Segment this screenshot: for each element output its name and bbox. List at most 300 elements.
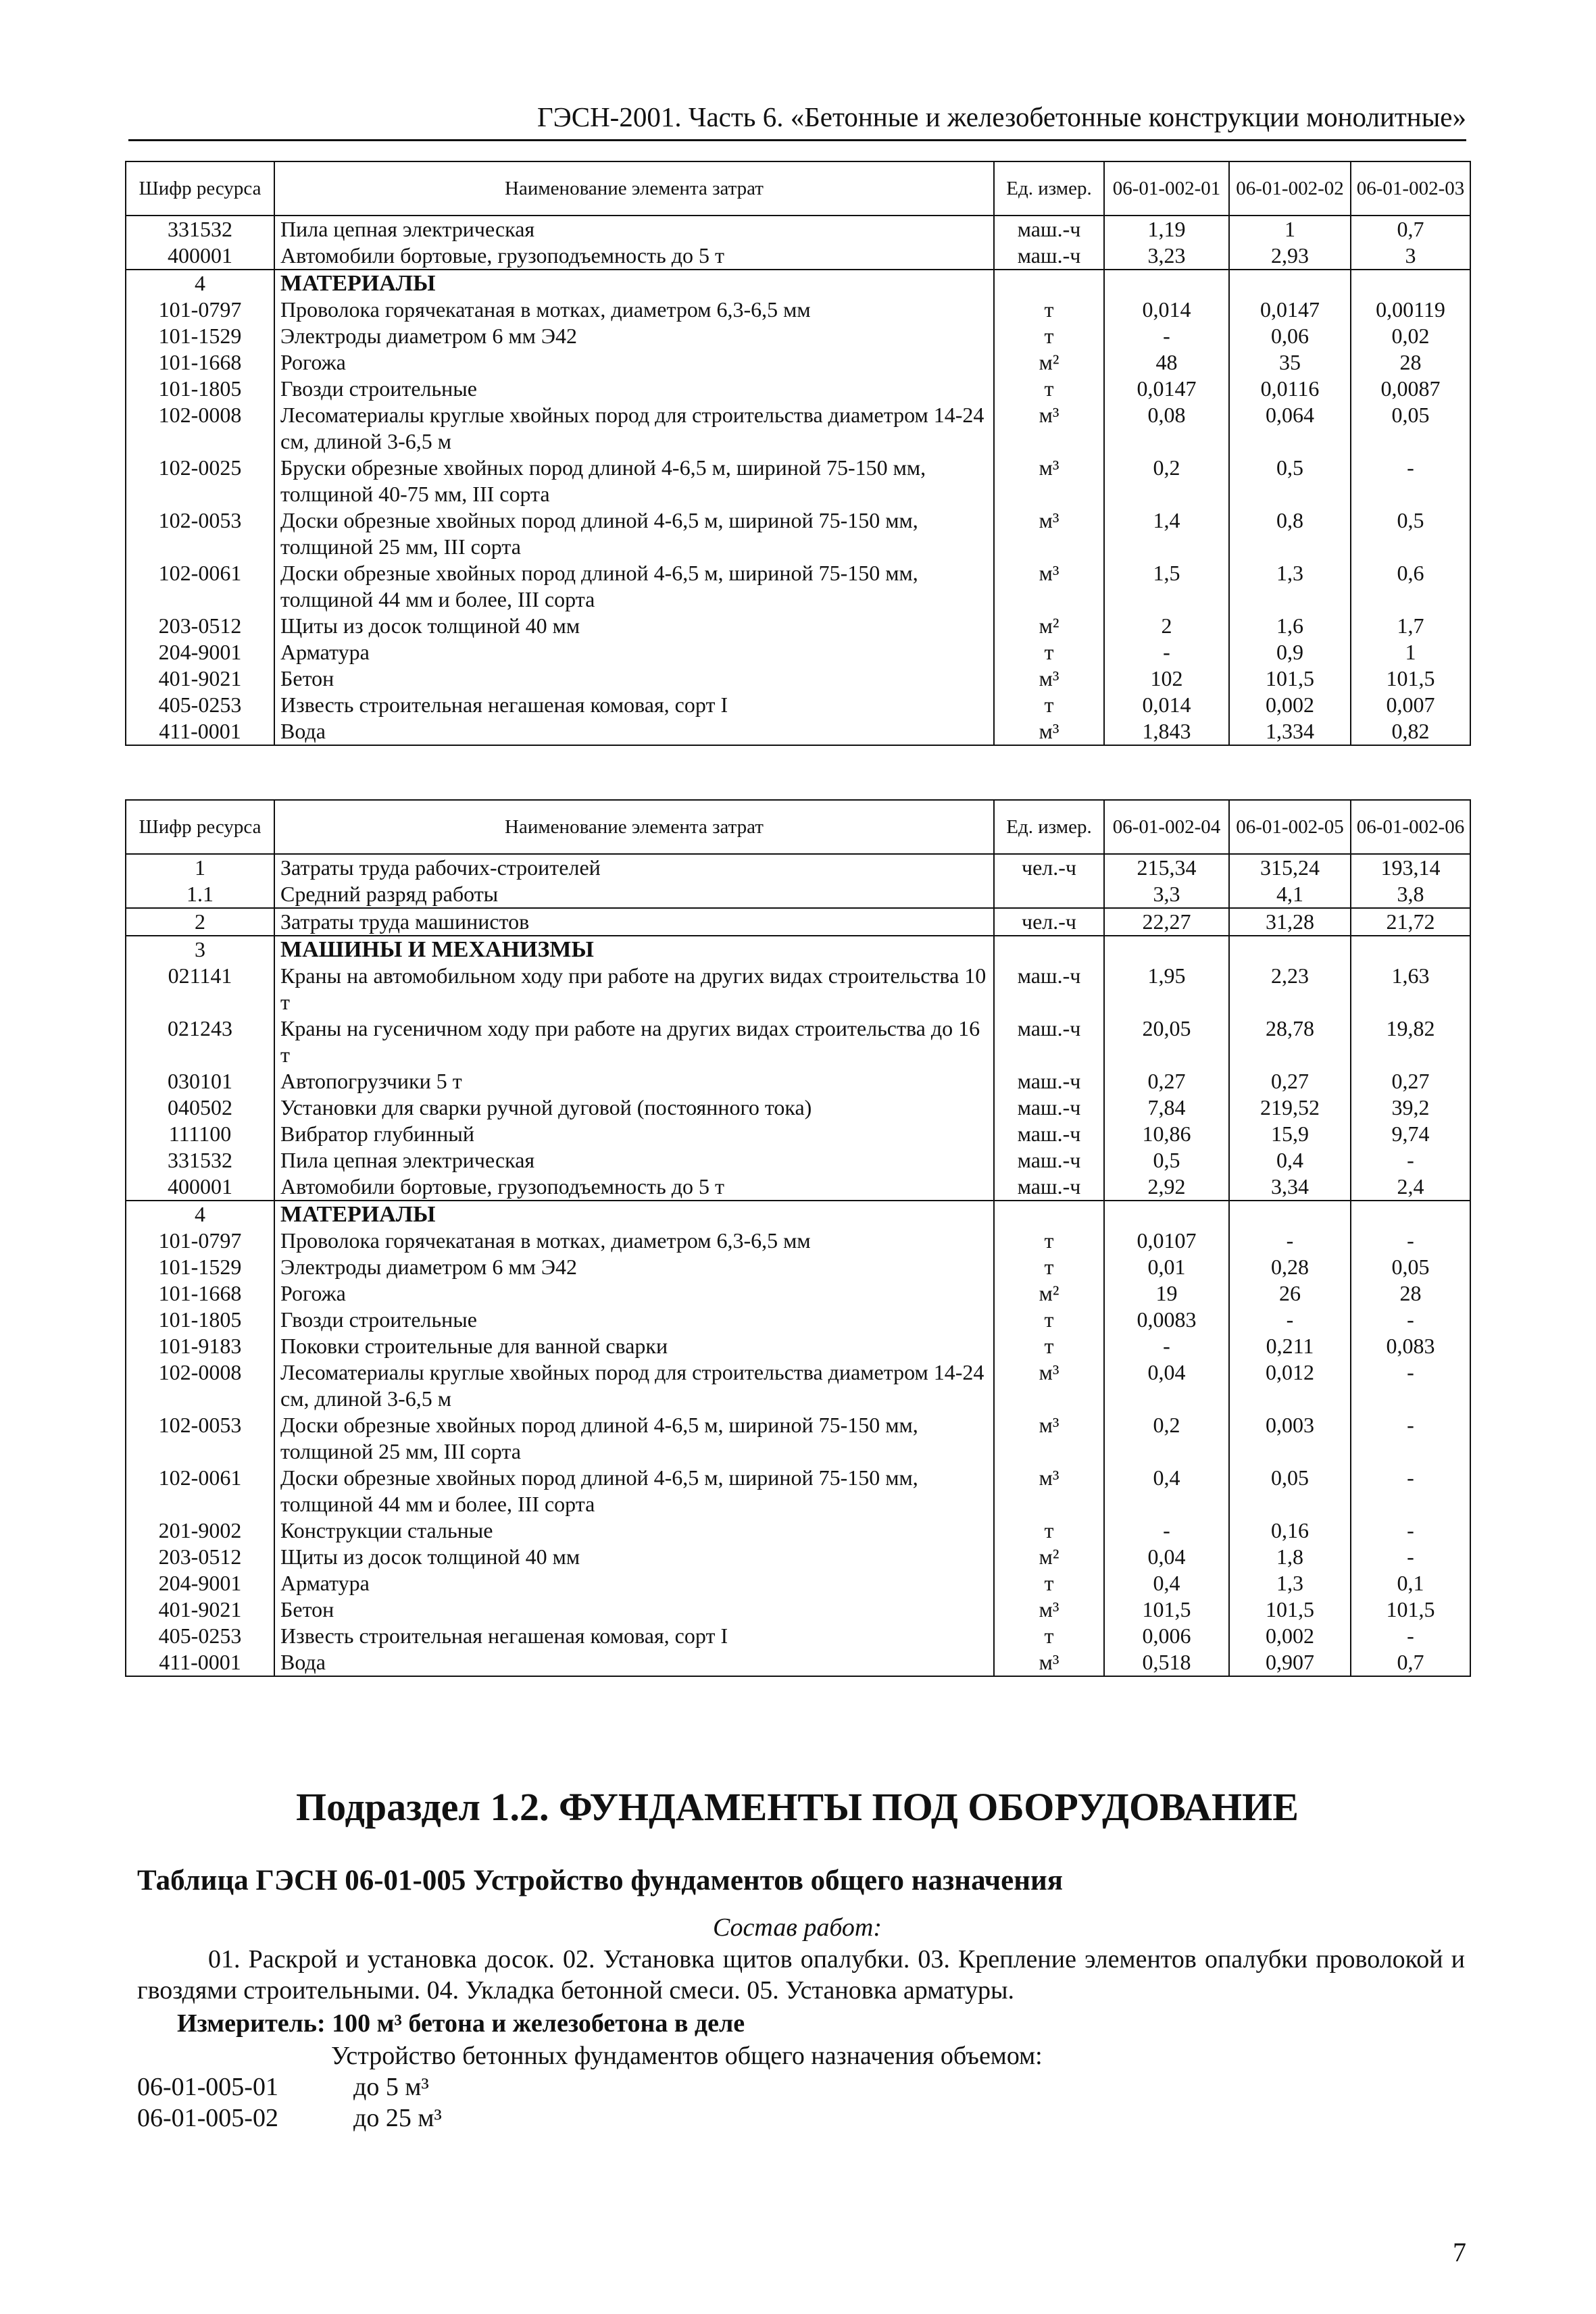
unit-cell: т (994, 1307, 1104, 1333)
header-name: Наименование элемента затрат (274, 161, 994, 216)
value-col2: 1,334 (1229, 718, 1351, 745)
value-col3: 21,72 (1351, 908, 1470, 936)
value-col1: 0,04 (1104, 1544, 1229, 1570)
value-col1: 0,01 (1104, 1254, 1229, 1280)
resource-name: Бруски обрезные хвойных пород длиной 4-6,5 м, шириной 75-150 мм, толщиной 40-75 мм, III сорта (274, 455, 994, 507)
resource-code: 102-0053 (126, 1412, 274, 1465)
value-col2: 0,27 (1229, 1068, 1351, 1095)
table-header-row (126, 161, 1470, 216)
value-col1: 3,3 (1104, 881, 1229, 908)
resource-name: Рогожа (274, 1280, 994, 1307)
value-col2: 35 (1229, 349, 1351, 376)
table-row (126, 1280, 1470, 1307)
running-header: ГЭСН-2001. Часть 6. «Бетонные и железобетонные конструкции монолитные» (537, 101, 1466, 132)
resource-name: Пила цепная электрическая (274, 216, 994, 243)
value-col3: 0,00119 (1351, 297, 1470, 323)
table-row (126, 665, 1470, 692)
resource-name: Арматура (274, 1570, 994, 1596)
resource-code: 101-0797 (126, 1228, 274, 1254)
resource-code: 204-9001 (126, 1570, 274, 1596)
table-row (126, 1307, 1470, 1333)
value-col2: 0,064 (1229, 402, 1351, 455)
resource-name: Пила цепная электрическая (274, 1147, 994, 1174)
unit-cell: чел.-ч (994, 908, 1104, 936)
resource-code: 030101 (126, 1068, 274, 1095)
value-col3: 1,63 (1351, 963, 1470, 1015)
table-row (126, 1359, 1470, 1412)
table-row (126, 854, 1470, 881)
value-col2: 15,9 (1229, 1121, 1351, 1147)
value-col3 (1351, 936, 1470, 963)
value-col3: 0,007 (1351, 692, 1470, 718)
table-body (126, 216, 1470, 745)
unit-cell: т (994, 297, 1104, 323)
resource-code: 411-0001 (126, 1649, 274, 1676)
value-col2: - (1229, 1228, 1351, 1254)
resource-code: 101-9183 (126, 1333, 274, 1359)
resource-code: 111100 (126, 1121, 274, 1147)
unit-cell: т (994, 1228, 1104, 1254)
table-row (126, 1596, 1470, 1623)
value-col3: 0,083 (1351, 1333, 1470, 1359)
resource-code: 331532 (126, 1147, 274, 1174)
resource-code: 405-0253 (126, 1623, 274, 1649)
value-col1: - (1104, 639, 1229, 665)
resource-code: 101-1529 (126, 1254, 274, 1280)
value-col2: 0,0147 (1229, 297, 1351, 323)
resource-name: Вода (274, 1649, 994, 1676)
header-col2: 06-01-002-05 (1229, 800, 1351, 854)
table-row (126, 1174, 1470, 1201)
value-col2 (1229, 936, 1351, 963)
resource-name: МАТЕРИАЛЫ (274, 1201, 994, 1228)
header-code: Шифр ресурса (126, 800, 274, 854)
unit-cell: м³ (994, 1596, 1104, 1623)
subsection-title: Подраздел 1.2. ФУНДАМЕНТЫ ПОД ОБОРУДОВАНИЕ (296, 1785, 1299, 1829)
value-col1: 215,34 (1104, 854, 1229, 881)
value-col2: - (1229, 1307, 1351, 1333)
value-col2: 4,1 (1229, 881, 1351, 908)
table-row (126, 881, 1470, 908)
table-row (126, 216, 1470, 243)
value-col3: 0,27 (1351, 1068, 1470, 1095)
resource-code: 203-0512 (126, 1544, 274, 1570)
resource-code: 1 (126, 854, 274, 881)
value-col1: 7,84 (1104, 1095, 1229, 1121)
unit-cell: м³ (994, 507, 1104, 560)
unit-cell: т (994, 639, 1104, 665)
table-row (126, 243, 1470, 270)
resource-name: Автопогрузчики 5 т (274, 1068, 994, 1095)
table-row (126, 692, 1470, 718)
unit-cell: маш.-ч (994, 243, 1104, 270)
resource-code: 101-1805 (126, 1307, 274, 1333)
value-col1: 10,86 (1104, 1121, 1229, 1147)
table-row (126, 270, 1470, 297)
resource-code: 4 (126, 1201, 274, 1228)
value-col3: 0,05 (1351, 402, 1470, 455)
resource-name: Известь строительная негашеная комовая, сорт I (274, 692, 994, 718)
table-row (126, 936, 1470, 963)
value-col3: 0,82 (1351, 718, 1470, 745)
value-col2: 3,34 (1229, 1174, 1351, 1201)
works-caption: Состав работ: (712, 1913, 882, 1942)
resource-code: 102-0053 (126, 507, 274, 560)
resource-code: 102-0008 (126, 1359, 274, 1412)
resource-code: 101-1805 (126, 376, 274, 402)
unit-cell: маш.-ч (994, 1147, 1104, 1174)
table-row (126, 1068, 1470, 1095)
value-col1: 2,92 (1104, 1174, 1229, 1201)
value-col3: 3 (1351, 243, 1470, 270)
table-row (126, 1015, 1470, 1068)
resource-code: 101-1668 (126, 349, 274, 376)
value-col3: 101,5 (1351, 665, 1470, 692)
unit-cell (994, 1201, 1104, 1228)
value-col2: 0,8 (1229, 507, 1351, 560)
table-row (126, 455, 1470, 507)
table-row (126, 1623, 1470, 1649)
table-row (126, 297, 1470, 323)
resource-code: 401-9021 (126, 1596, 274, 1623)
resource-name: Краны на автомобильном ходу при работе на других видах строительства 10 т (274, 963, 994, 1015)
table-row (126, 1570, 1470, 1596)
resource-name: Вода (274, 718, 994, 745)
resource-code: 101-1668 (126, 1280, 274, 1307)
unit-cell: м³ (994, 1412, 1104, 1465)
resource-name: Электроды диаметром 6 мм Э42 (274, 1254, 994, 1280)
unit-cell: м² (994, 613, 1104, 639)
value-col1: 0,006 (1104, 1623, 1229, 1649)
resource-name: Проволока горячекатаная в мотках, диаметром 6,3-6,5 мм (274, 1228, 994, 1254)
table-row (126, 963, 1470, 1015)
value-col2: 1,3 (1229, 1570, 1351, 1596)
table-row (126, 1649, 1470, 1676)
value-col2: 0,211 (1229, 1333, 1351, 1359)
unit-cell: м³ (994, 718, 1104, 745)
value-col1: 0,0147 (1104, 376, 1229, 402)
resource-name: Проволока горячекатаная в мотках, диаметром 6,3-6,5 мм (274, 297, 994, 323)
value-col3: 9,74 (1351, 1121, 1470, 1147)
table-row (126, 1254, 1470, 1280)
value-col3: 1,7 (1351, 613, 1470, 639)
table-row (126, 1201, 1470, 1228)
unit-cell: м³ (994, 665, 1104, 692)
header-col2: 06-01-002-02 (1229, 161, 1351, 216)
resource-table-2 (125, 799, 1471, 1677)
table-row (126, 1544, 1470, 1570)
value-col2: 2,23 (1229, 963, 1351, 1015)
table-row (126, 349, 1470, 376)
resource-code: 040502 (126, 1095, 274, 1121)
resource-name: Гвозди строительные (274, 376, 994, 402)
unit-cell (994, 881, 1104, 908)
unit-cell: м³ (994, 402, 1104, 455)
value-col1: 0,014 (1104, 297, 1229, 323)
norm-code: 06-01-005-01 (137, 2073, 278, 2101)
resource-name: Поковки строительные для ванной сварки (274, 1333, 994, 1359)
value-col1: 0,04 (1104, 1359, 1229, 1412)
table-row (126, 1465, 1470, 1517)
value-col1: 0,27 (1104, 1068, 1229, 1095)
value-col2: 0,06 (1229, 323, 1351, 349)
norm-code: 06-01-005-02 (137, 2104, 278, 2132)
table-row (126, 1147, 1470, 1174)
resource-code: 331532 (126, 216, 274, 243)
unit-cell: маш.-ч (994, 1121, 1104, 1147)
value-col3: 0,7 (1351, 216, 1470, 243)
value-col2: 0,012 (1229, 1359, 1351, 1412)
value-col1: 0,0083 (1104, 1307, 1229, 1333)
value-col2: 0,002 (1229, 1623, 1351, 1649)
resource-code: 021243 (126, 1015, 274, 1068)
unit-cell: маш.-ч (994, 1015, 1104, 1068)
resource-name: Электроды диаметром 6 мм Э42 (274, 323, 994, 349)
resource-code: 400001 (126, 1174, 274, 1201)
header-unit: Ед. измер. (994, 161, 1104, 216)
value-col1: 1,5 (1104, 560, 1229, 613)
value-col3: 101,5 (1351, 1596, 1470, 1623)
value-col3: - (1351, 1517, 1470, 1544)
header-unit: Ед. измер. (994, 800, 1104, 854)
value-col1: 102 (1104, 665, 1229, 692)
unit-cell: м³ (994, 560, 1104, 613)
unit-cell: м³ (994, 1465, 1104, 1517)
value-col3: 39,2 (1351, 1095, 1470, 1121)
unit-cell: м² (994, 1544, 1104, 1570)
unit-cell (994, 270, 1104, 297)
resource-code: 101-1529 (126, 323, 274, 349)
unit-cell: т (994, 376, 1104, 402)
resource-name: Известь строительная негашеная комовая, сорт I (274, 1623, 994, 1649)
unit-cell: маш.-ч (994, 216, 1104, 243)
resource-name: Арматура (274, 639, 994, 665)
value-col2: 101,5 (1229, 1596, 1351, 1623)
value-col1: 101,5 (1104, 1596, 1229, 1623)
header-rule (128, 139, 1466, 141)
value-col1: - (1104, 323, 1229, 349)
value-col3: 0,1 (1351, 1570, 1470, 1596)
resource-name: Автомобили бортовые, грузоподъемность до 5 т (274, 1174, 994, 1201)
value-col3 (1351, 270, 1470, 297)
value-col1 (1104, 270, 1229, 297)
page-number: 7 (1453, 2237, 1466, 2267)
value-col1: - (1104, 1517, 1229, 1544)
value-col3: - (1351, 455, 1470, 507)
unit-cell: т (994, 692, 1104, 718)
value-col3: 193,14 (1351, 854, 1470, 881)
value-col3: 0,02 (1351, 323, 1470, 349)
resource-table-1 (125, 161, 1471, 746)
value-col1: 1,95 (1104, 963, 1229, 1015)
value-col1: 0,5 (1104, 1147, 1229, 1174)
value-col2: 1 (1229, 216, 1351, 243)
resource-name: МАТЕРИАЛЫ (274, 270, 994, 297)
unit-cell: т (994, 1333, 1104, 1359)
works-description: 01. Раскрой и установка досок. 02. Установка щитов опалубки. 03. Крепление элементов опалубки проволокой и гвоздями строительными. 04. Укладка бетонной смеси. 05. Установка арматуры. (137, 1945, 1465, 2005)
value-col2: 28,78 (1229, 1015, 1351, 1068)
value-col1: 1,4 (1104, 507, 1229, 560)
measure-unit: Измеритель: 100 м³ бетона и железобетона в деле (177, 2009, 745, 2038)
norm-desc: до 25 м³ (353, 2104, 442, 2132)
value-col1: 0,08 (1104, 402, 1229, 455)
value-col3: 3,8 (1351, 881, 1470, 908)
unit-cell: маш.-ч (994, 1068, 1104, 1095)
table-row (126, 908, 1470, 936)
resource-name: Затраты труда машинистов (274, 908, 994, 936)
resource-name: Щиты из досок толщиной 40 мм (274, 613, 994, 639)
value-col1: 0,2 (1104, 1412, 1229, 1465)
value-col3: - (1351, 1359, 1470, 1412)
value-col3: 0,6 (1351, 560, 1470, 613)
value-col1: 1,19 (1104, 216, 1229, 243)
table-header-row (126, 800, 1470, 854)
value-col2 (1229, 270, 1351, 297)
value-col1: 20,05 (1104, 1015, 1229, 1068)
table-row (126, 1517, 1470, 1544)
value-col3: 0,7 (1351, 1649, 1470, 1676)
table-row (126, 613, 1470, 639)
resource-name: Затраты труда рабочих-строителей (274, 854, 994, 881)
resource-name: Доски обрезные хвойных пород длиной 4-6,5 м, шириной 75-150 мм, толщиной 44 мм и более, III сорта (274, 560, 994, 613)
unit-cell: т (994, 1517, 1104, 1544)
value-col2: 1,6 (1229, 613, 1351, 639)
table-row (126, 323, 1470, 349)
resource-name: Лесоматериалы круглые хвойных пород для строительства диаметром 14-24 см, длиной 3-6,5 м (274, 402, 994, 455)
header-code: Шифр ресурса (126, 161, 274, 216)
table-row (126, 560, 1470, 613)
value-col1 (1104, 936, 1229, 963)
value-col1: 0,2 (1104, 455, 1229, 507)
resource-code: 102-0061 (126, 1465, 274, 1517)
value-col3: - (1351, 1412, 1470, 1465)
table-row (126, 507, 1470, 560)
unit-cell: т (994, 1570, 1104, 1596)
resource-name: Вибратор глубинный (274, 1121, 994, 1147)
table-row (126, 1333, 1470, 1359)
value-col2: 0,4 (1229, 1147, 1351, 1174)
table-row (126, 639, 1470, 665)
norm-code-line (137, 2103, 442, 2134)
value-col1: 3,23 (1104, 243, 1229, 270)
value-col3: - (1351, 1544, 1470, 1570)
unit-cell: т (994, 1254, 1104, 1280)
value-col3: - (1351, 1623, 1470, 1649)
header-col3: 06-01-002-03 (1351, 161, 1470, 216)
value-col2: 101,5 (1229, 665, 1351, 692)
unit-cell: м² (994, 1280, 1104, 1307)
value-col2: 2,93 (1229, 243, 1351, 270)
resource-code: 102-0008 (126, 402, 274, 455)
table-title: Таблица ГЭСН 06-01-005 Устройство фундаментов общего назначения (137, 1865, 1064, 1896)
unit-cell: маш.-ч (994, 1174, 1104, 1201)
table-body (126, 854, 1470, 1676)
unit-cell: м² (994, 349, 1104, 376)
resource-code: 204-9001 (126, 639, 274, 665)
value-col2 (1229, 1201, 1351, 1228)
unit-cell: чел.-ч (994, 854, 1104, 881)
resource-code: 102-0025 (126, 455, 274, 507)
resource-code: 203-0512 (126, 613, 274, 639)
value-col2: 315,24 (1229, 854, 1351, 881)
resource-code: 102-0061 (126, 560, 274, 613)
resource-name: Конструкции стальные (274, 1517, 994, 1544)
table-row (126, 1412, 1470, 1465)
value-col1: 22,27 (1104, 908, 1229, 936)
resource-name: Лесоматериалы круглые хвойных пород для строительства диаметром 14-24 см, длиной 3-6,5 м (274, 1359, 994, 1412)
table-row (126, 1095, 1470, 1121)
value-col2: 1,8 (1229, 1544, 1351, 1570)
table-row (126, 1228, 1470, 1254)
resource-code: 201-9002 (126, 1517, 274, 1544)
resource-code: 4 (126, 270, 274, 297)
value-col1: 19 (1104, 1280, 1229, 1307)
value-col3: 1 (1351, 639, 1470, 665)
resource-name: Щиты из досок толщиной 40 мм (274, 1544, 994, 1570)
value-col1: 0,518 (1104, 1649, 1229, 1676)
unit-cell: т (994, 323, 1104, 349)
resource-name: Бетон (274, 665, 994, 692)
resource-name: Краны на гусеничном ходу при работе на других видах строительства до 16 т (274, 1015, 994, 1068)
header-col1: 06-01-002-04 (1104, 800, 1229, 854)
norm-code-line (137, 2071, 429, 2103)
value-col2: 0,28 (1229, 1254, 1351, 1280)
resource-name: Доски обрезные хвойных пород длиной 4-6,5 м, шириной 75-150 мм, толщиной 25 мм, III сорта (274, 1412, 994, 1465)
value-col1: 48 (1104, 349, 1229, 376)
resource-name: Средний разряд работы (274, 881, 994, 908)
value-col2: 31,28 (1229, 908, 1351, 936)
value-col3: 28 (1351, 349, 1470, 376)
resource-code: 411-0001 (126, 718, 274, 745)
resource-name: Бетон (274, 1596, 994, 1623)
value-col2: 0,907 (1229, 1649, 1351, 1676)
value-col3: - (1351, 1465, 1470, 1517)
value-col3: 0,5 (1351, 507, 1470, 560)
value-col1: 0,014 (1104, 692, 1229, 718)
value-col2: 0,05 (1229, 1465, 1351, 1517)
unit-cell: м³ (994, 1359, 1104, 1412)
value-col3: 19,82 (1351, 1015, 1470, 1068)
resource-code: 401-9021 (126, 665, 274, 692)
value-col1: 0,4 (1104, 1570, 1229, 1596)
value-col2: 0,16 (1229, 1517, 1351, 1544)
unit-cell: маш.-ч (994, 963, 1104, 1015)
resource-code: 3 (126, 936, 274, 963)
value-col3: 28 (1351, 1280, 1470, 1307)
header-col3: 06-01-002-06 (1351, 800, 1470, 854)
value-col2: 1,3 (1229, 560, 1351, 613)
header-col1: 06-01-002-01 (1104, 161, 1229, 216)
table-row (126, 402, 1470, 455)
value-col2: 0,0116 (1229, 376, 1351, 402)
resource-code: 101-0797 (126, 297, 274, 323)
value-col2: 26 (1229, 1280, 1351, 1307)
resource-code: 1.1 (126, 881, 274, 908)
value-col2: 0,5 (1229, 455, 1351, 507)
unit-cell: т (994, 1623, 1104, 1649)
value-col3: - (1351, 1147, 1470, 1174)
value-col3: 0,05 (1351, 1254, 1470, 1280)
resource-code: 400001 (126, 243, 274, 270)
value-col2: 0,002 (1229, 692, 1351, 718)
value-col1: 0,4 (1104, 1465, 1229, 1517)
value-col1: - (1104, 1333, 1229, 1359)
unit-cell: маш.-ч (994, 1095, 1104, 1121)
value-col1 (1104, 1201, 1229, 1228)
table-row (126, 718, 1470, 745)
resource-name: Доски обрезные хвойных пород длиной 4-6,5 м, шириной 75-150 мм, толщиной 25 мм, III сорта (274, 507, 994, 560)
value-col2: 219,52 (1229, 1095, 1351, 1121)
